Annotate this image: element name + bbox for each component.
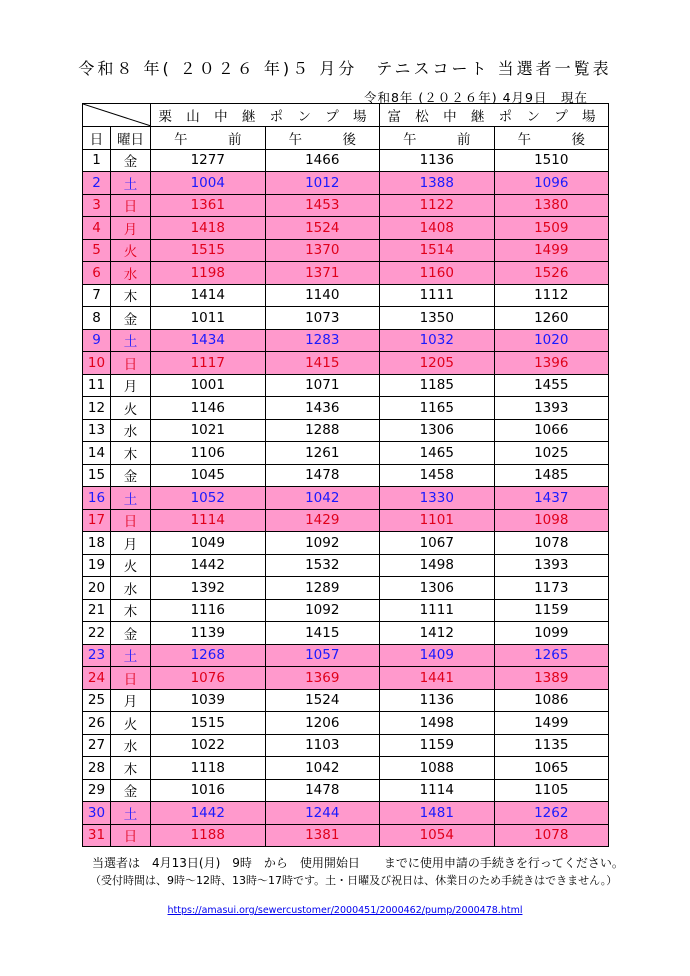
weekday-cell: 金 xyxy=(111,464,151,487)
kuriyama-pm-cell: 1524 xyxy=(265,689,380,712)
kuriyama-am-cell: 1188 xyxy=(151,824,266,847)
day-cell: 20 xyxy=(83,577,111,600)
kuriyama-am-cell: 1049 xyxy=(151,532,266,555)
weekday-cell: 火 xyxy=(111,554,151,577)
day-cell: 27 xyxy=(83,734,111,757)
weekday-cell: 月 xyxy=(111,217,151,240)
table-row xyxy=(83,329,609,352)
tomimatsu-pm-cell: 1265 xyxy=(494,644,609,667)
kuriyama-am-cell: 1052 xyxy=(151,487,266,510)
kuriyama-am-cell: 1414 xyxy=(151,284,266,307)
tomimatsu-pm-cell: 1078 xyxy=(494,532,609,555)
table-row xyxy=(83,667,609,690)
kuriyama-am-cell: 1515 xyxy=(151,712,266,735)
weekday-cell: 火 xyxy=(111,239,151,262)
kuriyama-pm-cell: 1478 xyxy=(265,779,380,802)
table-row xyxy=(83,172,609,195)
tomimatsu-am-cell: 1165 xyxy=(380,397,495,420)
day-cell: 29 xyxy=(83,779,111,802)
weekday-cell: 火 xyxy=(111,712,151,735)
kuriyama-pm-cell: 1283 xyxy=(265,329,380,352)
source-url-link[interactable]: https://amasui.org/sewercustomer/2000451/2000462/pump/2000478.html xyxy=(167,905,523,916)
table-row xyxy=(83,374,609,397)
tomimatsu-am-cell: 1412 xyxy=(380,622,495,645)
tomimatsu-pm-cell: 1380 xyxy=(494,194,609,217)
tomimatsu-pm-cell: 1485 xyxy=(494,464,609,487)
table-row xyxy=(83,419,609,442)
weekday-cell: 日 xyxy=(111,509,151,532)
tomimatsu-am-cell: 1122 xyxy=(380,194,495,217)
weekday-cell: 日 xyxy=(111,824,151,847)
kuriyama-am-cell: 1392 xyxy=(151,577,266,600)
tomimatsu-pm-cell: 1105 xyxy=(494,779,609,802)
kuriyama-pm-cell: 1012 xyxy=(265,172,380,195)
reception-hours-text: （受付時間は、9時～12時、13時～17時です。土・日曜及び祝日は、休業日のため手続きはできません。） xyxy=(90,874,618,887)
am-header: 午 前 xyxy=(151,127,266,150)
tomimatsu-pm-cell: 1509 xyxy=(494,217,609,240)
table-row xyxy=(83,262,609,285)
tomimatsu-am-cell: 1498 xyxy=(380,712,495,735)
weekday-cell: 金 xyxy=(111,622,151,645)
kuriyama-am-cell: 1021 xyxy=(151,419,266,442)
kuriyama-pm-cell: 1092 xyxy=(265,532,380,555)
kuriyama-pm-cell: 1370 xyxy=(265,239,380,262)
weekday-cell: 金 xyxy=(111,149,151,172)
table-row xyxy=(83,352,609,375)
weekday-cell: 日 xyxy=(111,194,151,217)
kuriyama-pm-cell: 1532 xyxy=(265,554,380,577)
tomimatsu-pm-cell: 1260 xyxy=(494,307,609,330)
tomimatsu-am-cell: 1159 xyxy=(380,734,495,757)
table-row xyxy=(83,509,609,532)
tomimatsu-am-cell: 1160 xyxy=(380,262,495,285)
tomimatsu-pm-cell: 1437 xyxy=(494,487,609,510)
tomimatsu-am-cell: 1458 xyxy=(380,464,495,487)
tomimatsu-am-cell: 1441 xyxy=(380,667,495,690)
tomimatsu-am-cell: 1205 xyxy=(380,352,495,375)
weekday-cell: 水 xyxy=(111,419,151,442)
table-row xyxy=(83,779,609,802)
tomimatsu-am-cell: 1054 xyxy=(380,824,495,847)
tomimatsu-am-cell: 1136 xyxy=(380,149,495,172)
tomimatsu-am-cell: 1088 xyxy=(380,757,495,780)
kuriyama-am-cell: 1418 xyxy=(151,217,266,240)
kuriyama-am-cell: 1117 xyxy=(151,352,266,375)
weekday-cell: 日 xyxy=(111,667,151,690)
day-cell: 10 xyxy=(83,352,111,375)
kuriyama-pm-cell: 1057 xyxy=(265,644,380,667)
kuriyama-am-cell: 1442 xyxy=(151,802,266,825)
table-row xyxy=(83,802,609,825)
day-cell: 16 xyxy=(83,487,111,510)
kuriyama-pm-cell: 1453 xyxy=(265,194,380,217)
kuriyama-pm-cell: 1261 xyxy=(265,442,380,465)
weekday-cell: 月 xyxy=(111,532,151,555)
day-cell: 19 xyxy=(83,554,111,577)
day-cell: 6 xyxy=(83,262,111,285)
table-row xyxy=(83,442,609,465)
weekday-cell: 水 xyxy=(111,262,151,285)
kuriyama-pm-cell: 1042 xyxy=(265,487,380,510)
day-cell: 2 xyxy=(83,172,111,195)
tomimatsu-pm-cell: 1020 xyxy=(494,329,609,352)
weekday-cell: 土 xyxy=(111,172,151,195)
table-row xyxy=(83,149,609,172)
tomimatsu-pm-cell: 1112 xyxy=(494,284,609,307)
tomimatsu-pm-cell: 1389 xyxy=(494,667,609,690)
table-row xyxy=(83,622,609,645)
table-row xyxy=(83,532,609,555)
day-cell: 4 xyxy=(83,217,111,240)
day-cell: 3 xyxy=(83,194,111,217)
kuriyama-am-cell: 1139 xyxy=(151,622,266,645)
tomimatsu-pm-cell: 1510 xyxy=(494,149,609,172)
kuriyama-pm-cell: 1466 xyxy=(265,149,380,172)
day-cell: 13 xyxy=(83,419,111,442)
kuriyama-pm-cell: 1371 xyxy=(265,262,380,285)
kuriyama-pm-cell: 1524 xyxy=(265,217,380,240)
weekday-cell: 日 xyxy=(111,352,151,375)
tomimatsu-pm-cell: 1262 xyxy=(494,802,609,825)
weekday-header: 曜日 xyxy=(111,127,151,150)
table-row xyxy=(83,734,609,757)
header-column-row xyxy=(83,127,609,150)
kuriyama-am-cell: 1116 xyxy=(151,599,266,622)
kuriyama-pm-cell: 1244 xyxy=(265,802,380,825)
tomimatsu-am-cell: 1101 xyxy=(380,509,495,532)
table-row xyxy=(83,577,609,600)
day-cell: 28 xyxy=(83,757,111,780)
tomimatsu-pm-cell: 1499 xyxy=(494,712,609,735)
table-row xyxy=(83,487,609,510)
page-title: 令和８ 年( ２０２６ 年)５ 月分 テニスコート 当選者一覧表 xyxy=(78,59,612,78)
day-cell: 11 xyxy=(83,374,111,397)
day-cell: 31 xyxy=(83,824,111,847)
tomimatsu-am-cell: 1408 xyxy=(380,217,495,240)
day-cell: 1 xyxy=(83,149,111,172)
day-cell: 26 xyxy=(83,712,111,735)
tomimatsu-pm-cell: 1396 xyxy=(494,352,609,375)
tomimatsu-pm-cell: 1393 xyxy=(494,397,609,420)
tomimatsu-pm-cell: 1025 xyxy=(494,442,609,465)
kuriyama-pm-cell: 1415 xyxy=(265,352,380,375)
day-cell: 12 xyxy=(83,397,111,420)
weekday-cell: 月 xyxy=(111,689,151,712)
weekday-cell: 木 xyxy=(111,442,151,465)
day-cell: 5 xyxy=(83,239,111,262)
tomimatsu-pm-cell: 1099 xyxy=(494,622,609,645)
table-row xyxy=(83,217,609,240)
table-row xyxy=(83,757,609,780)
weekday-cell: 土 xyxy=(111,487,151,510)
kuriyama-am-cell: 1361 xyxy=(151,194,266,217)
table-row xyxy=(83,397,609,420)
table-row xyxy=(83,599,609,622)
tomimatsu-am-cell: 1032 xyxy=(380,329,495,352)
kuriyama-am-cell: 1106 xyxy=(151,442,266,465)
tomimatsu-am-cell: 1306 xyxy=(380,577,495,600)
tomimatsu-pm-cell: 1086 xyxy=(494,689,609,712)
kuriyama-am-cell: 1198 xyxy=(151,262,266,285)
weekday-cell: 金 xyxy=(111,307,151,330)
tomimatsu-am-cell: 1185 xyxy=(380,374,495,397)
tomimatsu-pm-cell: 1173 xyxy=(494,577,609,600)
table-row xyxy=(83,554,609,577)
kuriyama-pm-cell: 1369 xyxy=(265,667,380,690)
kuriyama-am-cell: 1001 xyxy=(151,374,266,397)
tomimatsu-pm-cell: 1499 xyxy=(494,239,609,262)
table-row xyxy=(83,307,609,330)
weekday-cell: 木 xyxy=(111,284,151,307)
kuriyama-am-cell: 1442 xyxy=(151,554,266,577)
tomimatsu-am-cell: 1136 xyxy=(380,689,495,712)
tomimatsu-am-cell: 1067 xyxy=(380,532,495,555)
table-row xyxy=(83,194,609,217)
tomimatsu-pm-cell: 1098 xyxy=(494,509,609,532)
weekday-cell: 土 xyxy=(111,802,151,825)
kuriyama-pm-cell: 1092 xyxy=(265,599,380,622)
day-cell: 18 xyxy=(83,532,111,555)
day-cell: 23 xyxy=(83,644,111,667)
kuriyama-pm-cell: 1071 xyxy=(265,374,380,397)
tomimatsu-pm-cell: 1159 xyxy=(494,599,609,622)
tomimatsu-am-cell: 1111 xyxy=(380,599,495,622)
day-cell: 21 xyxy=(83,599,111,622)
tomimatsu-pm-cell: 1065 xyxy=(494,757,609,780)
day-cell: 25 xyxy=(83,689,111,712)
kuriyama-am-cell: 1022 xyxy=(151,734,266,757)
kuriyama-pm-cell: 1415 xyxy=(265,622,380,645)
kuriyama-am-cell: 1045 xyxy=(151,464,266,487)
tomimatsu-pm-cell: 1078 xyxy=(494,824,609,847)
weekday-cell: 土 xyxy=(111,329,151,352)
weekday-cell: 土 xyxy=(111,644,151,667)
tomimatsu-am-cell: 1481 xyxy=(380,802,495,825)
tomimatsu-pm-cell: 1526 xyxy=(494,262,609,285)
kuriyama-pm-cell: 1103 xyxy=(265,734,380,757)
as-of-date: 令和8年 (２０２６年) 4月9日 現在 xyxy=(363,90,588,105)
am-header: 午 前 xyxy=(380,127,495,150)
day-cell: 17 xyxy=(83,509,111,532)
kuriyama-am-cell: 1434 xyxy=(151,329,266,352)
tomimatsu-am-cell: 1388 xyxy=(380,172,495,195)
kuriyama-pm-cell: 1140 xyxy=(265,284,380,307)
kuriyama-am-cell: 1118 xyxy=(151,757,266,780)
tomimatsu-am-cell: 1330 xyxy=(380,487,495,510)
kuriyama-am-cell: 1076 xyxy=(151,667,266,690)
kuriyama-am-cell: 1277 xyxy=(151,149,266,172)
winners-table xyxy=(82,103,609,847)
tomimatsu-am-cell: 1465 xyxy=(380,442,495,465)
kuriyama-pm-cell: 1206 xyxy=(265,712,380,735)
kuriyama-pm-cell: 1429 xyxy=(265,509,380,532)
kuriyama-am-cell: 1146 xyxy=(151,397,266,420)
table-row xyxy=(83,239,609,262)
kuriyama-am-cell: 1011 xyxy=(151,307,266,330)
corner-diagonal-cell xyxy=(83,104,151,127)
tomimatsu-pm-cell: 1096 xyxy=(494,172,609,195)
table-row xyxy=(83,284,609,307)
kuriyama-am-cell: 1268 xyxy=(151,644,266,667)
pm-header: 午 後 xyxy=(265,127,380,150)
table-row xyxy=(83,824,609,847)
tomimatsu-am-cell: 1306 xyxy=(380,419,495,442)
kuriyama-pm-cell: 1478 xyxy=(265,464,380,487)
kuriyama-am-cell: 1039 xyxy=(151,689,266,712)
table-row xyxy=(83,464,609,487)
day-cell: 8 xyxy=(83,307,111,330)
tomimatsu-pm-cell: 1066 xyxy=(494,419,609,442)
site-header-tomimatsu: 富 松 中 継 ポ ン プ 場 xyxy=(380,104,609,127)
tomimatsu-pm-cell: 1455 xyxy=(494,374,609,397)
kuriyama-am-cell: 1004 xyxy=(151,172,266,195)
kuriyama-pm-cell: 1073 xyxy=(265,307,380,330)
weekday-cell: 木 xyxy=(111,757,151,780)
weekday-cell: 月 xyxy=(111,374,151,397)
weekday-cell: 金 xyxy=(111,779,151,802)
table-row xyxy=(83,712,609,735)
notice-text: 当選者は 4月13日(月) 9時 から 使用開始日 までに使用申請の手続きを行ってください。 xyxy=(92,856,624,870)
site-header-kuriyama: 栗 山 中 継 ポ ン プ 場 xyxy=(151,104,380,127)
kuriyama-pm-cell: 1289 xyxy=(265,577,380,600)
kuriyama-pm-cell: 1381 xyxy=(265,824,380,847)
kuriyama-am-cell: 1114 xyxy=(151,509,266,532)
kuriyama-am-cell: 1016 xyxy=(151,779,266,802)
weekday-cell: 火 xyxy=(111,397,151,420)
tomimatsu-am-cell: 1111 xyxy=(380,284,495,307)
table-row xyxy=(83,644,609,667)
tomimatsu-am-cell: 1498 xyxy=(380,554,495,577)
tomimatsu-pm-cell: 1135 xyxy=(494,734,609,757)
day-header: 日 xyxy=(83,127,111,150)
kuriyama-pm-cell: 1436 xyxy=(265,397,380,420)
tomimatsu-pm-cell: 1393 xyxy=(494,554,609,577)
day-cell: 15 xyxy=(83,464,111,487)
day-cell: 14 xyxy=(83,442,111,465)
tomimatsu-am-cell: 1350 xyxy=(380,307,495,330)
table-row xyxy=(83,689,609,712)
tomimatsu-am-cell: 1514 xyxy=(380,239,495,262)
day-cell: 22 xyxy=(83,622,111,645)
weekday-cell: 水 xyxy=(111,734,151,757)
day-cell: 9 xyxy=(83,329,111,352)
kuriyama-am-cell: 1515 xyxy=(151,239,266,262)
kuriyama-pm-cell: 1042 xyxy=(265,757,380,780)
day-cell: 24 xyxy=(83,667,111,690)
tomimatsu-am-cell: 1409 xyxy=(380,644,495,667)
day-cell: 7 xyxy=(83,284,111,307)
header-site-row xyxy=(83,104,609,127)
pm-header: 午 後 xyxy=(494,127,609,150)
weekday-cell: 木 xyxy=(111,599,151,622)
day-cell: 30 xyxy=(83,802,111,825)
diagonal-line-icon xyxy=(83,104,151,126)
tomimatsu-am-cell: 1114 xyxy=(380,779,495,802)
kuriyama-pm-cell: 1288 xyxy=(265,419,380,442)
weekday-cell: 水 xyxy=(111,577,151,600)
